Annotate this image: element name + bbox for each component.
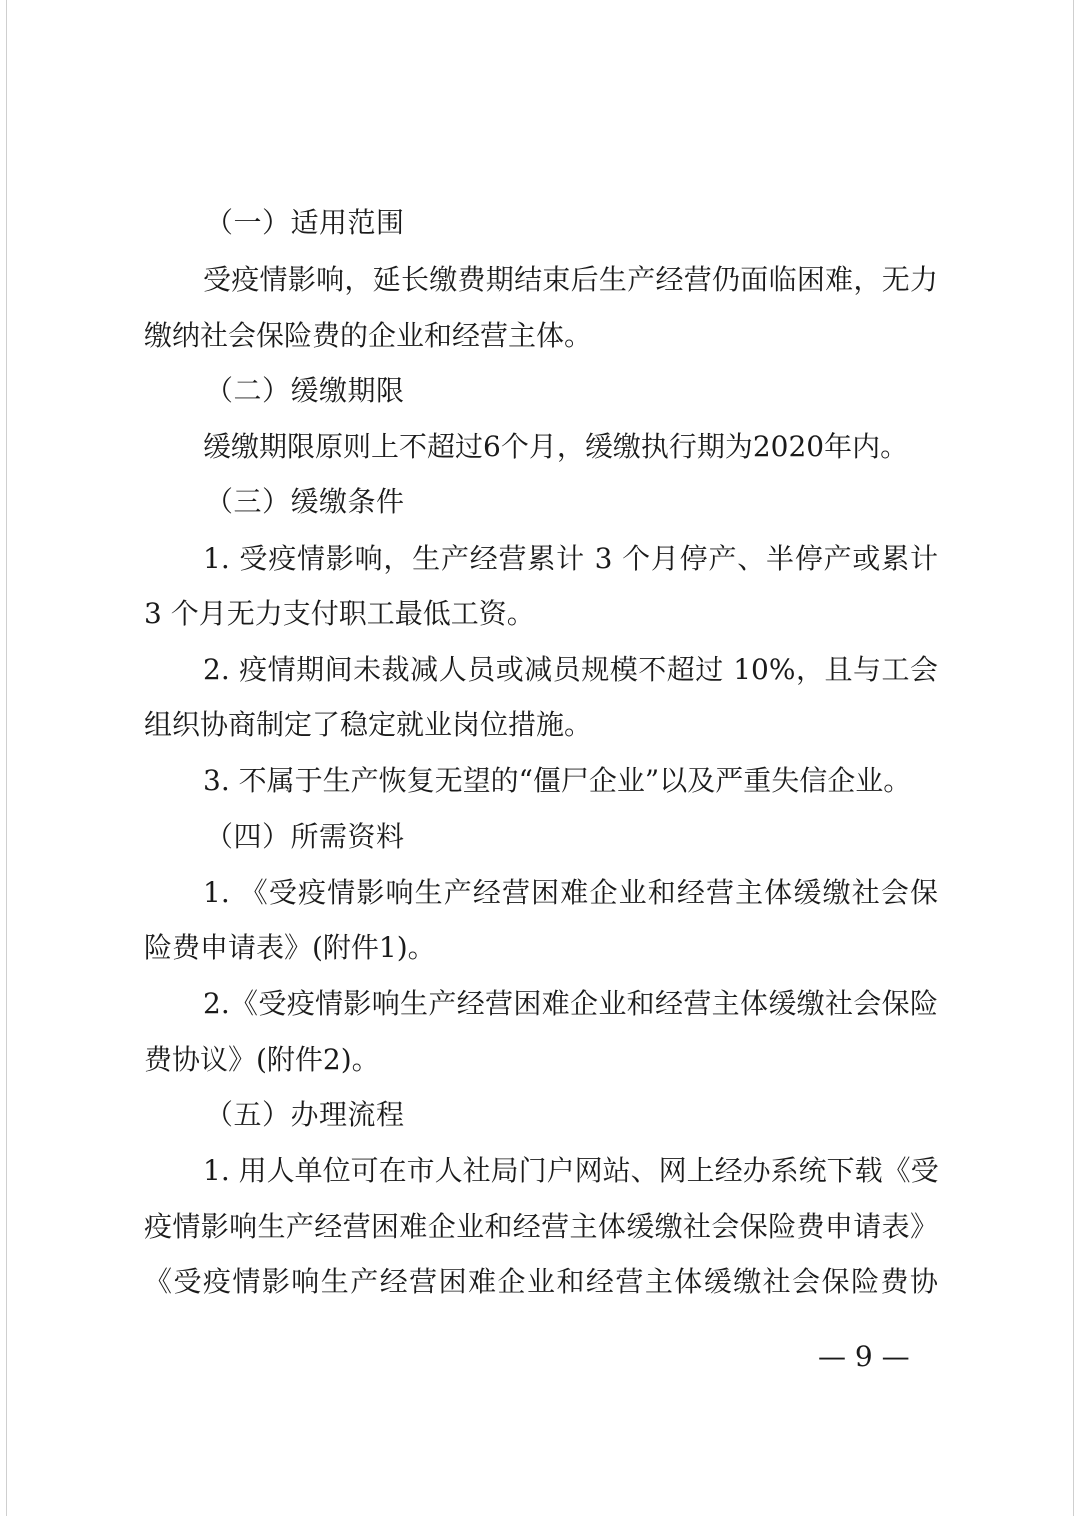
section-heading-scope: （一）适用范围 [205,206,405,239]
list-item: 3. 不属于生产恢复无望的“僵尸企业”以及严重失信企业。 [203,764,912,797]
paragraph-line: 缓缴期限原则上不超过6个月，缓缴执行期为2020年内。 [203,430,909,463]
section-heading-deferral-period: （二）缓缴期限 [205,374,405,407]
list-item: 1. 用人单位可在市人社局门户网站、网上经办系统下载《受 [203,1154,939,1187]
section-heading-conditions: （三）缓缴条件 [205,485,405,518]
paragraph-line: 组织协商制定了稳定就业岗位措施。 [144,708,593,741]
paragraph-line: 受疫情影响，延长缴费期结束后生产经营仍面临困难，无力 [203,263,938,296]
list-item: 1. 《受疫情影响生产经营困难企业和经营主体缓缴社会保 [203,876,938,909]
list-item: 1. 受疫情影响，生产经营累计 3 个月停产、半停产或累计 [203,542,938,575]
list-item: 2. 疫情期间未裁减人员或减员规模不超过 10%，且与工会 [203,653,938,686]
paragraph-line: 费协议》(附件2)。 [144,1043,380,1076]
paragraph-line: 疫情影响生产经营困难企业和经营主体缓缴社会保险费申请表》 [144,1210,938,1243]
list-item: 2.《受疫情影响生产经营困难企业和经营主体缓缴社会保险 [203,987,938,1020]
paragraph-line: 缴纳社会保险费的企业和经营主体。 [144,319,593,352]
paragraph-line: 险费申请表》(附件1)。 [144,931,436,964]
page-number: — 9 — [818,1340,910,1373]
paragraph-line: 3 个月无力支付职工最低工资。 [144,597,535,630]
section-heading-procedure: （五）办理流程 [205,1098,405,1131]
paragraph-line: 《受疫情影响生产经营困难企业和经营主体缓缴社会保险费协 [144,1265,938,1298]
section-heading-materials: （四）所需资料 [205,820,405,853]
